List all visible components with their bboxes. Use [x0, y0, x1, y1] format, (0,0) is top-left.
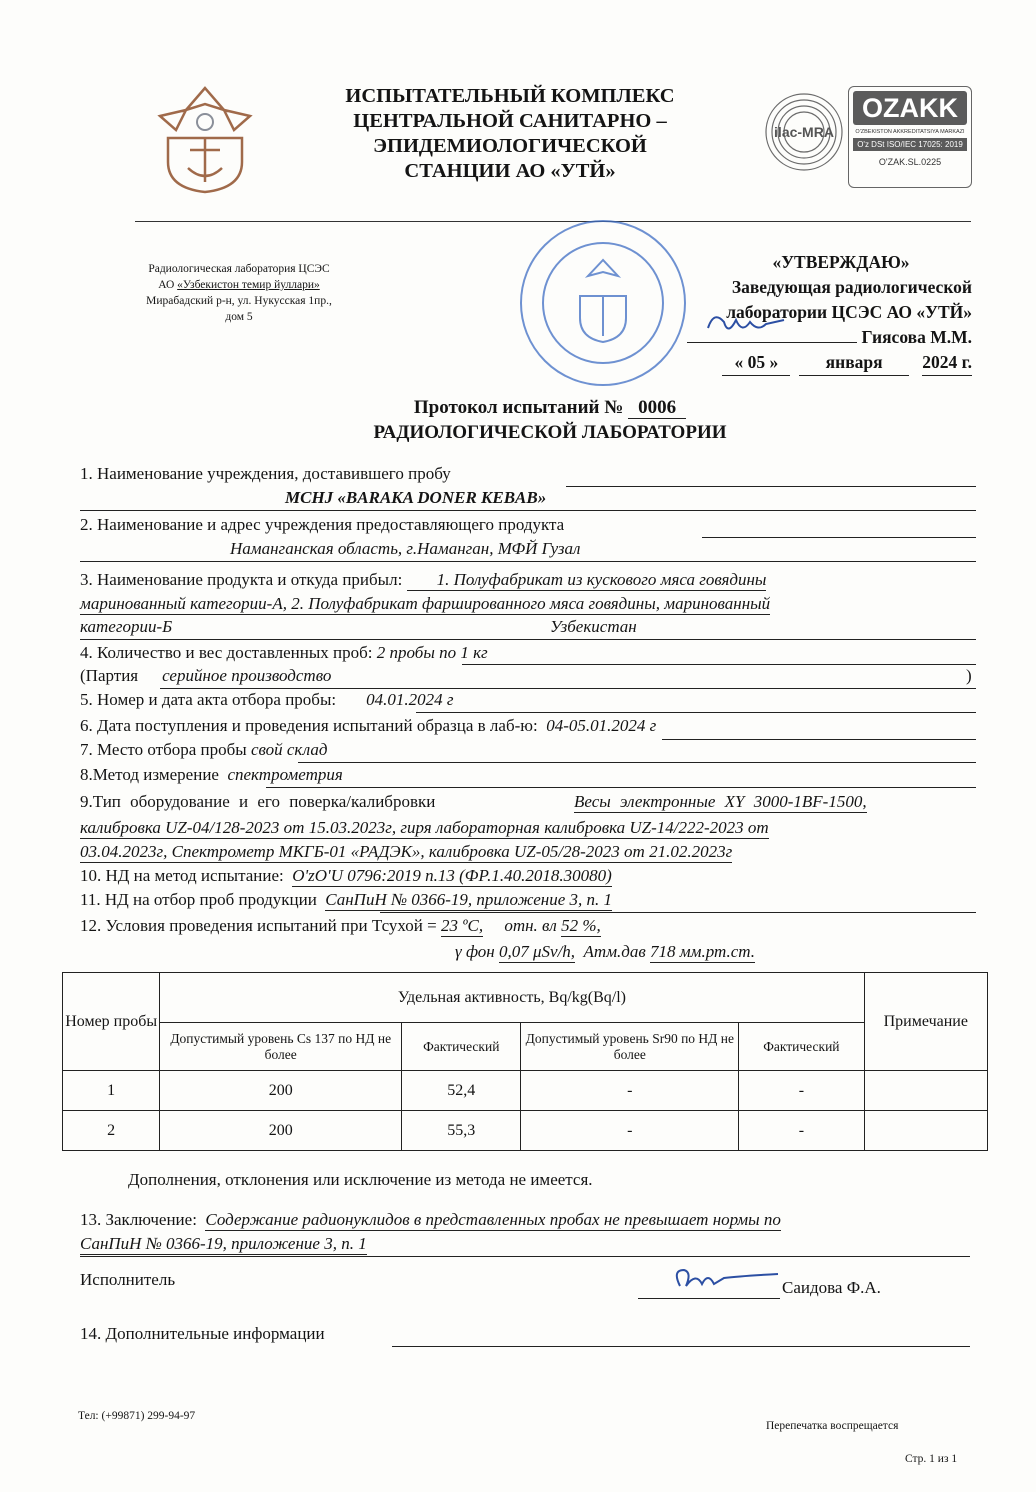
protocol-label: Протокол испытаний №: [413, 397, 624, 418]
col-header-sr-limit: Допустимый уровень Sr90 по НД не более: [521, 1023, 739, 1071]
cell-cs-fact: 55,3: [402, 1111, 521, 1151]
col-header-activity: Удельная активность, Bq/kg(Bq/l): [160, 973, 864, 1023]
protocol-subtitle: РАДИОЛОГИЧЕСКОЙ ЛАБОРАТОРИИ: [373, 422, 727, 443]
conclusion-value: СанПиН № 0366-19, приложение 3, п. 1: [80, 1234, 367, 1253]
table-row: [63, 1071, 988, 1111]
col-header-cs-fact: Фактический: [402, 1023, 521, 1071]
field-12-temp: 23 ºС,: [440, 916, 484, 935]
additions-note: Дополнения, отклонения или исключение из метода не имеется.: [128, 1170, 593, 1189]
col-header-note: Примечание: [864, 973, 987, 1071]
underline: [702, 537, 976, 538]
underline: [160, 688, 976, 689]
footer-phone: Тел: (+99871) 299-94-97: [78, 1410, 196, 1422]
railway-anchor-emblem-icon: [146, 82, 264, 194]
col-header-number: Номер пробы: [63, 973, 160, 1071]
approval-block: [650, 250, 972, 376]
field-4-value: 2 пробы по 1 кг: [376, 643, 488, 662]
results-table: [62, 972, 988, 1151]
conclusion-value: Содержание радионуклидов в представленных пробах не превышает нормы по: [205, 1210, 781, 1229]
field-12-gamma-label: γ фон: [455, 942, 495, 961]
underline: [462, 664, 976, 665]
underline: [80, 561, 976, 562]
lab-address-line: Радиологическая лаборатория ЦСЭС: [148, 263, 330, 275]
additional-info-label: 14. Дополнительные информации: [80, 1324, 325, 1343]
cell-note: [864, 1111, 987, 1151]
footer-page: Стр. 1 из 1: [905, 1453, 958, 1465]
conclusion-label: 13. Заключение:: [80, 1210, 197, 1229]
underline: [266, 787, 976, 788]
institution-title-line: ЭПИДЕМИОЛОГИЧЕСКОЙ: [373, 135, 647, 157]
party-close: ): [966, 666, 972, 685]
underline: [416, 712, 976, 713]
underline: [392, 1346, 970, 1347]
approval-day: « 05 »: [722, 350, 790, 376]
party-value: серийное производство: [162, 666, 332, 685]
underline: [298, 762, 976, 763]
approval-month: января: [799, 350, 909, 376]
field-9-value: калибровка UZ-04/128-2023 от 15.03.2023г, гиря лабораторная калибровка UZ-14/222-2023 от: [80, 818, 769, 837]
field-12-pressure: 718 мм.рт.ст.: [650, 942, 756, 961]
field-3-value: категории-Б: [80, 617, 173, 636]
col-header-cs-limit: Допустимый уровень Cs 137 по НД не более: [160, 1023, 402, 1071]
field-6-label: 6. Дата поступления и проведения испытаний образца в лаб-ю:: [80, 716, 538, 735]
field-1-value: MCHJ «BARAKA DONER KEBAB»: [285, 488, 547, 507]
field-3-value: маринованный категории-А, 2. Полуфабрикат фаршированного мяса говядины, маринованный: [80, 594, 771, 613]
field-6-value: 04-05.01.2024 г: [546, 716, 657, 735]
field-8-value: спектрометрия: [227, 765, 343, 784]
approval-position: лаборатории ЦСЭС АО «УТЙ»: [726, 302, 972, 322]
col-header-sr-fact: Фактический: [739, 1023, 864, 1071]
field-1: [80, 464, 976, 484]
underline: [80, 639, 976, 640]
field-12-label: 12. Условия проведения испытаний при Тсухой =: [80, 916, 437, 935]
party-label: (Партия: [80, 666, 139, 685]
protocol-title: [270, 395, 830, 445]
ozakk-subtitle: O'ZBEKISTON AKKREDITATSIYA MARKAZI: [855, 129, 965, 135]
cell-cs-limit: 200: [160, 1071, 402, 1111]
ilac-mra-text: ilac-MRA: [774, 124, 834, 140]
cell-sr-limit: -: [521, 1111, 739, 1151]
cell-number: 2: [63, 1111, 160, 1151]
institution-title-line: СТАНЦИИ АО «УТЙ»: [404, 160, 616, 182]
field-5-label: 5. Номер и дата акта отбора пробы:: [80, 690, 337, 709]
field-2-label: 2. Наименование и адрес учреждения предоставляющего продукта: [80, 515, 565, 534]
footer-reprint: Перепечатка воспрещается: [766, 1420, 899, 1432]
cell-cs-limit: 200: [160, 1111, 402, 1151]
field-12-pressure-label: Атм.дав: [583, 942, 646, 961]
cell-cs-fact: 52,4: [402, 1071, 521, 1111]
executor-signature: [650, 1262, 780, 1298]
lab-address-line: Мирабадский р-н, ул. Нукусская 1пр.,: [146, 295, 332, 307]
field-3-value: 1. Полуфабрикат из кускового мяса говядины: [407, 570, 767, 591]
institution-title-line: ЦЕНТРАЛЬНОЙ САНИТАРНО –: [353, 110, 667, 132]
institution-title: [300, 84, 720, 184]
field-5-value: 04.01.2024 г: [366, 690, 454, 709]
lab-address: [108, 261, 370, 325]
field-11-value: СанПиН № 0366-19, приложение 3, п. 1: [325, 890, 612, 909]
ilac-mra-logo: [762, 86, 846, 186]
field-10-value: O'zO'U 0796:2019 п.13 (ФР.1.40.2018.30080): [292, 866, 612, 885]
field-7-value: свой склад: [250, 740, 328, 759]
lab-address-org: «Узбекистон темир йуллари»: [177, 279, 320, 291]
lab-address-prefix: АО: [158, 279, 178, 291]
underline: [638, 1298, 780, 1299]
cell-number: 1: [63, 1071, 160, 1111]
protocol-number: 0006: [628, 397, 686, 419]
lab-address-line: дом 5: [225, 311, 253, 323]
field-7-label: 7. Место отбора пробы: [80, 740, 247, 759]
field-2-value: Наманганская область, г.Наманган, МФЙ Гузал: [230, 539, 581, 558]
underline: [380, 912, 976, 913]
field-9-value: Весы электронные XY 3000-1BF-1500,: [574, 792, 867, 811]
field-label: 1. Наименование учреждения, доставившего пробу: [80, 464, 451, 483]
ozakk-standard: O'z DSt ISO/IEC 17025: 2019: [853, 138, 967, 151]
field-9-label: 9.Тип оборудование и его поверка/калибровки: [80, 792, 436, 811]
cell-sr-fact: -: [739, 1111, 864, 1151]
field-9-value: 03.04.2023г, Спектрометр МКГБ-01 «РАДЭК», калибровка UZ-05/28-2023 от 21.02.2023г: [80, 842, 733, 861]
field-3-origin: Узбекистан: [550, 617, 637, 636]
approval-title: «УТВЕРЖДАЮ»: [772, 252, 910, 272]
table-row: [63, 1111, 988, 1151]
executor-label: Исполнитель: [80, 1270, 176, 1289]
field-11-label: 11. НД на отбор проб продукции: [80, 890, 317, 909]
field-4-label: 4. Количество и вес доставленных проб:: [80, 643, 373, 662]
ozakk-accreditation-badge: [848, 86, 972, 188]
cell-note: [864, 1071, 987, 1111]
field-10-label: 10. НД на метод испытание:: [80, 866, 284, 885]
ozakk-brand: OZAKK: [853, 91, 967, 125]
executor-name: Саидова Ф.А.: [782, 1278, 881, 1297]
institution-title-line: ИСПЫТАТЕЛЬНЫЙ КОМПЛЕКС: [345, 85, 675, 107]
cell-sr-limit: -: [521, 1071, 739, 1111]
underline: [80, 1256, 970, 1257]
underline: [566, 486, 976, 487]
field-12-humidity-label: отн. вл: [504, 916, 557, 935]
approver-name: Гиясова М.М.: [861, 327, 972, 347]
approval-year: 2024 г.: [922, 350, 972, 376]
underline: [80, 510, 976, 511]
cell-sr-fact: -: [739, 1071, 864, 1111]
approver-signature: [700, 306, 790, 344]
approval-position: Заведующая радиологической: [731, 277, 972, 297]
ozakk-code: O'ZAK.SL.0225: [878, 157, 942, 167]
field-12-gamma: 0,07 μSv/h,: [498, 942, 576, 961]
field-12-humidity: 52 %,: [561, 916, 601, 935]
field-8-label: 8.Метод измерение: [80, 765, 219, 784]
field-3-label: 3. Наименование продукта и откуда прибыл:: [80, 570, 403, 589]
